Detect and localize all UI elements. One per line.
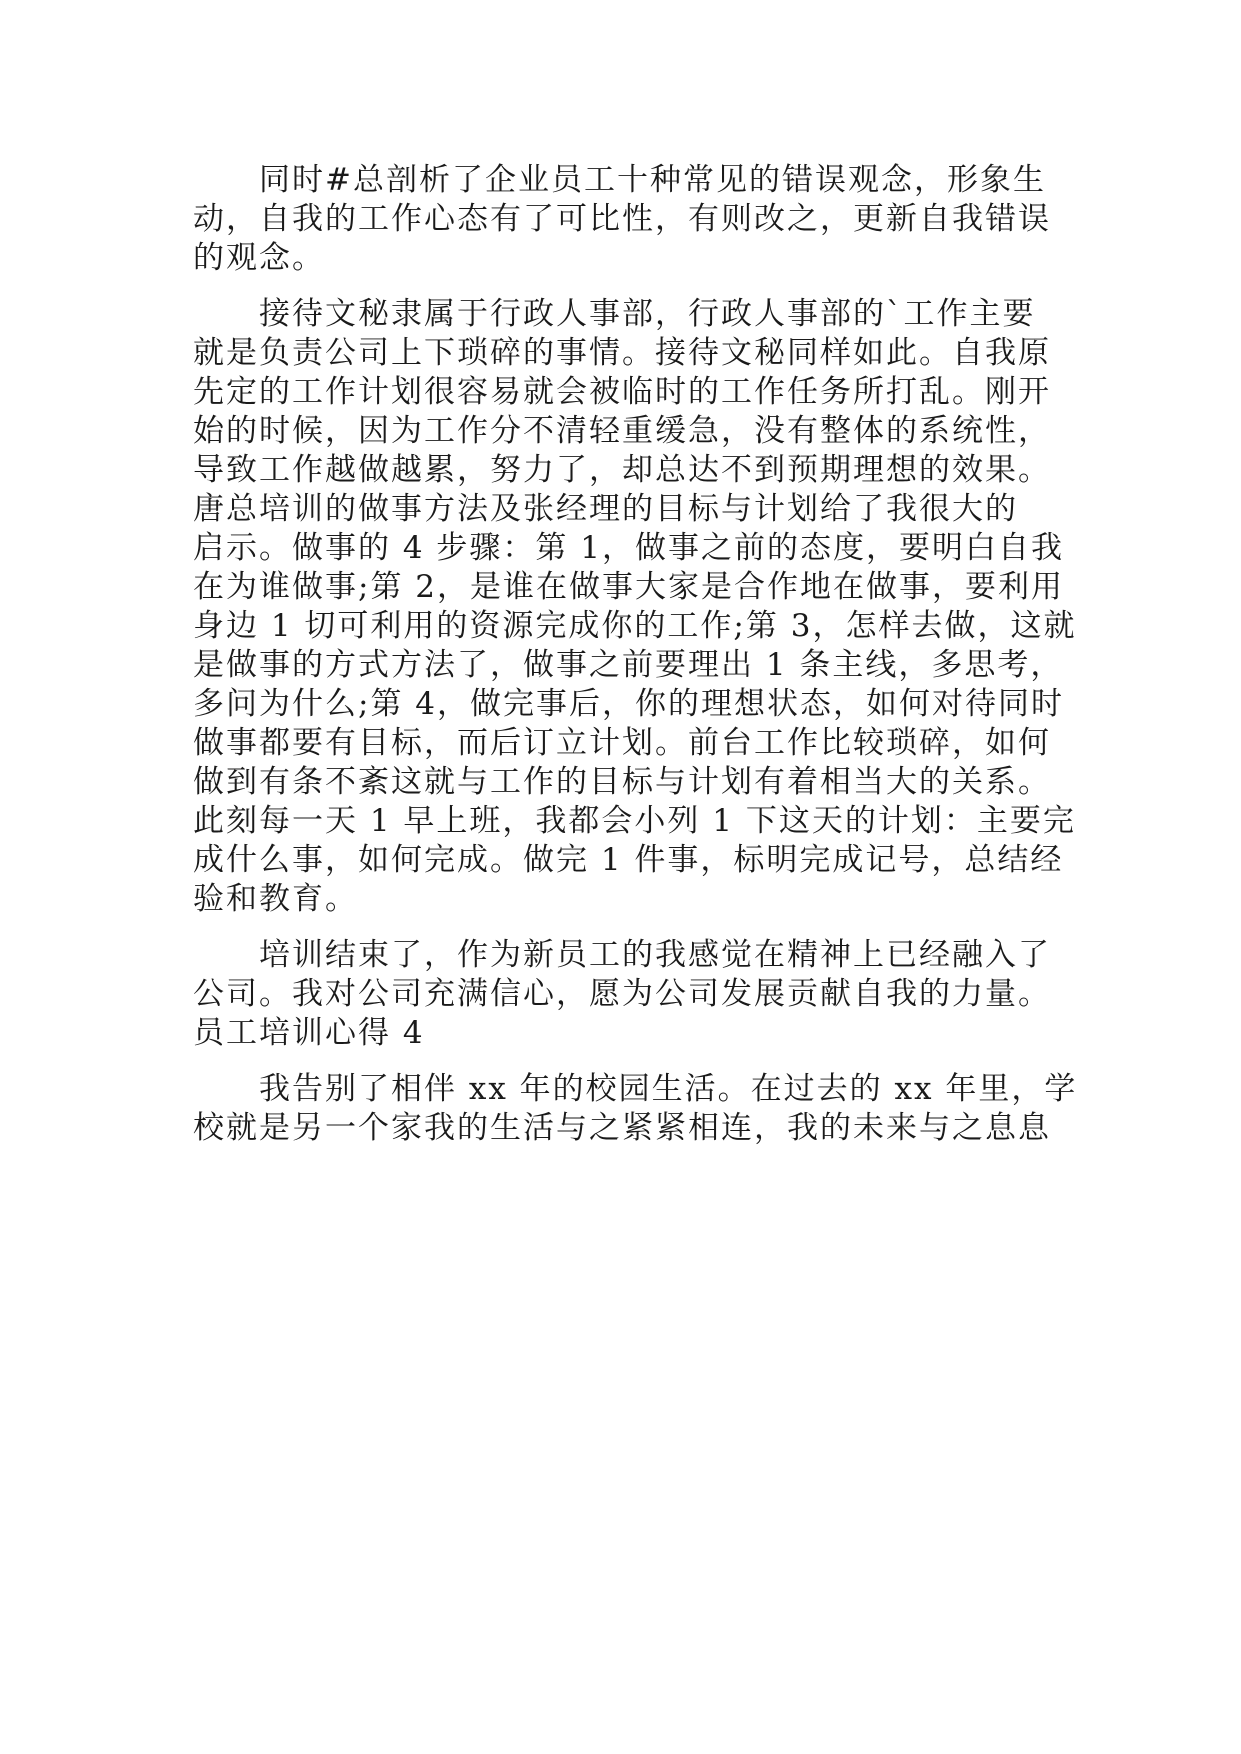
text-line: 接待文秘隶属于行政人事部，行政人事部的`工作主要 xyxy=(193,296,1036,332)
text-line: 导致工作越做越累，努力了，却总达不到预期理想的效果。 xyxy=(193,452,1051,488)
text-line: 公司。我对公司充满信心，愿为公司发展贡献自我的力量。 xyxy=(193,976,1051,1012)
text-line: 先定的工作计划很容易就会被临时的工作任务所打乱。刚开 xyxy=(193,374,1051,410)
text-line: 启示。做事的 4 步骤：第 1，做事之前的态度，要明白自我 xyxy=(193,530,1065,566)
paragraph-spacer xyxy=(193,1053,1061,1070)
paragraph-spacer xyxy=(193,278,1061,295)
section-heading: 员工培训心得 4 xyxy=(193,1015,425,1051)
paragraph-spacer xyxy=(193,919,1061,936)
text-line: 校就是另一个家我的生活与之紧紧相连，我的未来与之息息 xyxy=(193,1110,1051,1146)
paragraph-3 xyxy=(193,936,1061,1053)
text-line: 动，自我的工作心态有了可比性，有则改之，更新自我错误 xyxy=(193,201,1051,237)
text-line: 此刻每一天 1 早上班，我都会小列 1 下这天的计划：主要完 xyxy=(193,803,1076,839)
text-line: 做到有条不紊这就与工作的目标与计划有着相当大的关系。 xyxy=(193,764,1051,800)
text-line: 成什么事，如何完成。做完 1 件事，标明完成记号，总结经 xyxy=(193,842,1064,878)
text-line: 同时#总剖析了企业员工十种常见的错误观念，形象生 xyxy=(193,162,1046,198)
text-line: 是做事的方式方法了，做事之前要理出 1 条主线，多思考， xyxy=(193,647,1064,683)
text-line: 身边 1 切可利用的资源完成你的工作;第 3，怎样去做，这就 xyxy=(193,608,1077,644)
text-line: 在为谁做事;第 2，是谁在做事大家是合作地在做事，要利用 xyxy=(193,569,1065,605)
paragraph-1 xyxy=(193,161,1061,278)
paragraph-2 xyxy=(193,295,1077,919)
text-line: 我告别了相伴 xx 年的校园生活。在过去的 xx 年里，学 xyxy=(193,1071,1078,1107)
text-line: 的观念。 xyxy=(193,240,325,276)
text-line: 始的时候，因为工作分不清轻重缓急，没有整体的系统性， xyxy=(193,413,1051,449)
text-line: 验和教育。 xyxy=(193,881,358,917)
text-line: 培训结束了，作为新员工的我感觉在精神上已经融入了 xyxy=(193,937,1051,973)
text-line: 做事都要有目标，而后订立计划。前台工作比较琐碎，如何 xyxy=(193,725,1051,761)
document-body xyxy=(193,161,1078,1148)
text-line: 就是负责公司上下琐碎的事情。接待文秘同样如此。自我原 xyxy=(193,335,1051,371)
text-line: 多问为什么;第 4，做完事后，你的理想状态，如何对待同时 xyxy=(193,686,1065,722)
paragraph-4 xyxy=(193,1070,1078,1148)
text-line: 唐总培训的做事方法及张经理的目标与计划给了我很大的 xyxy=(193,491,1018,527)
